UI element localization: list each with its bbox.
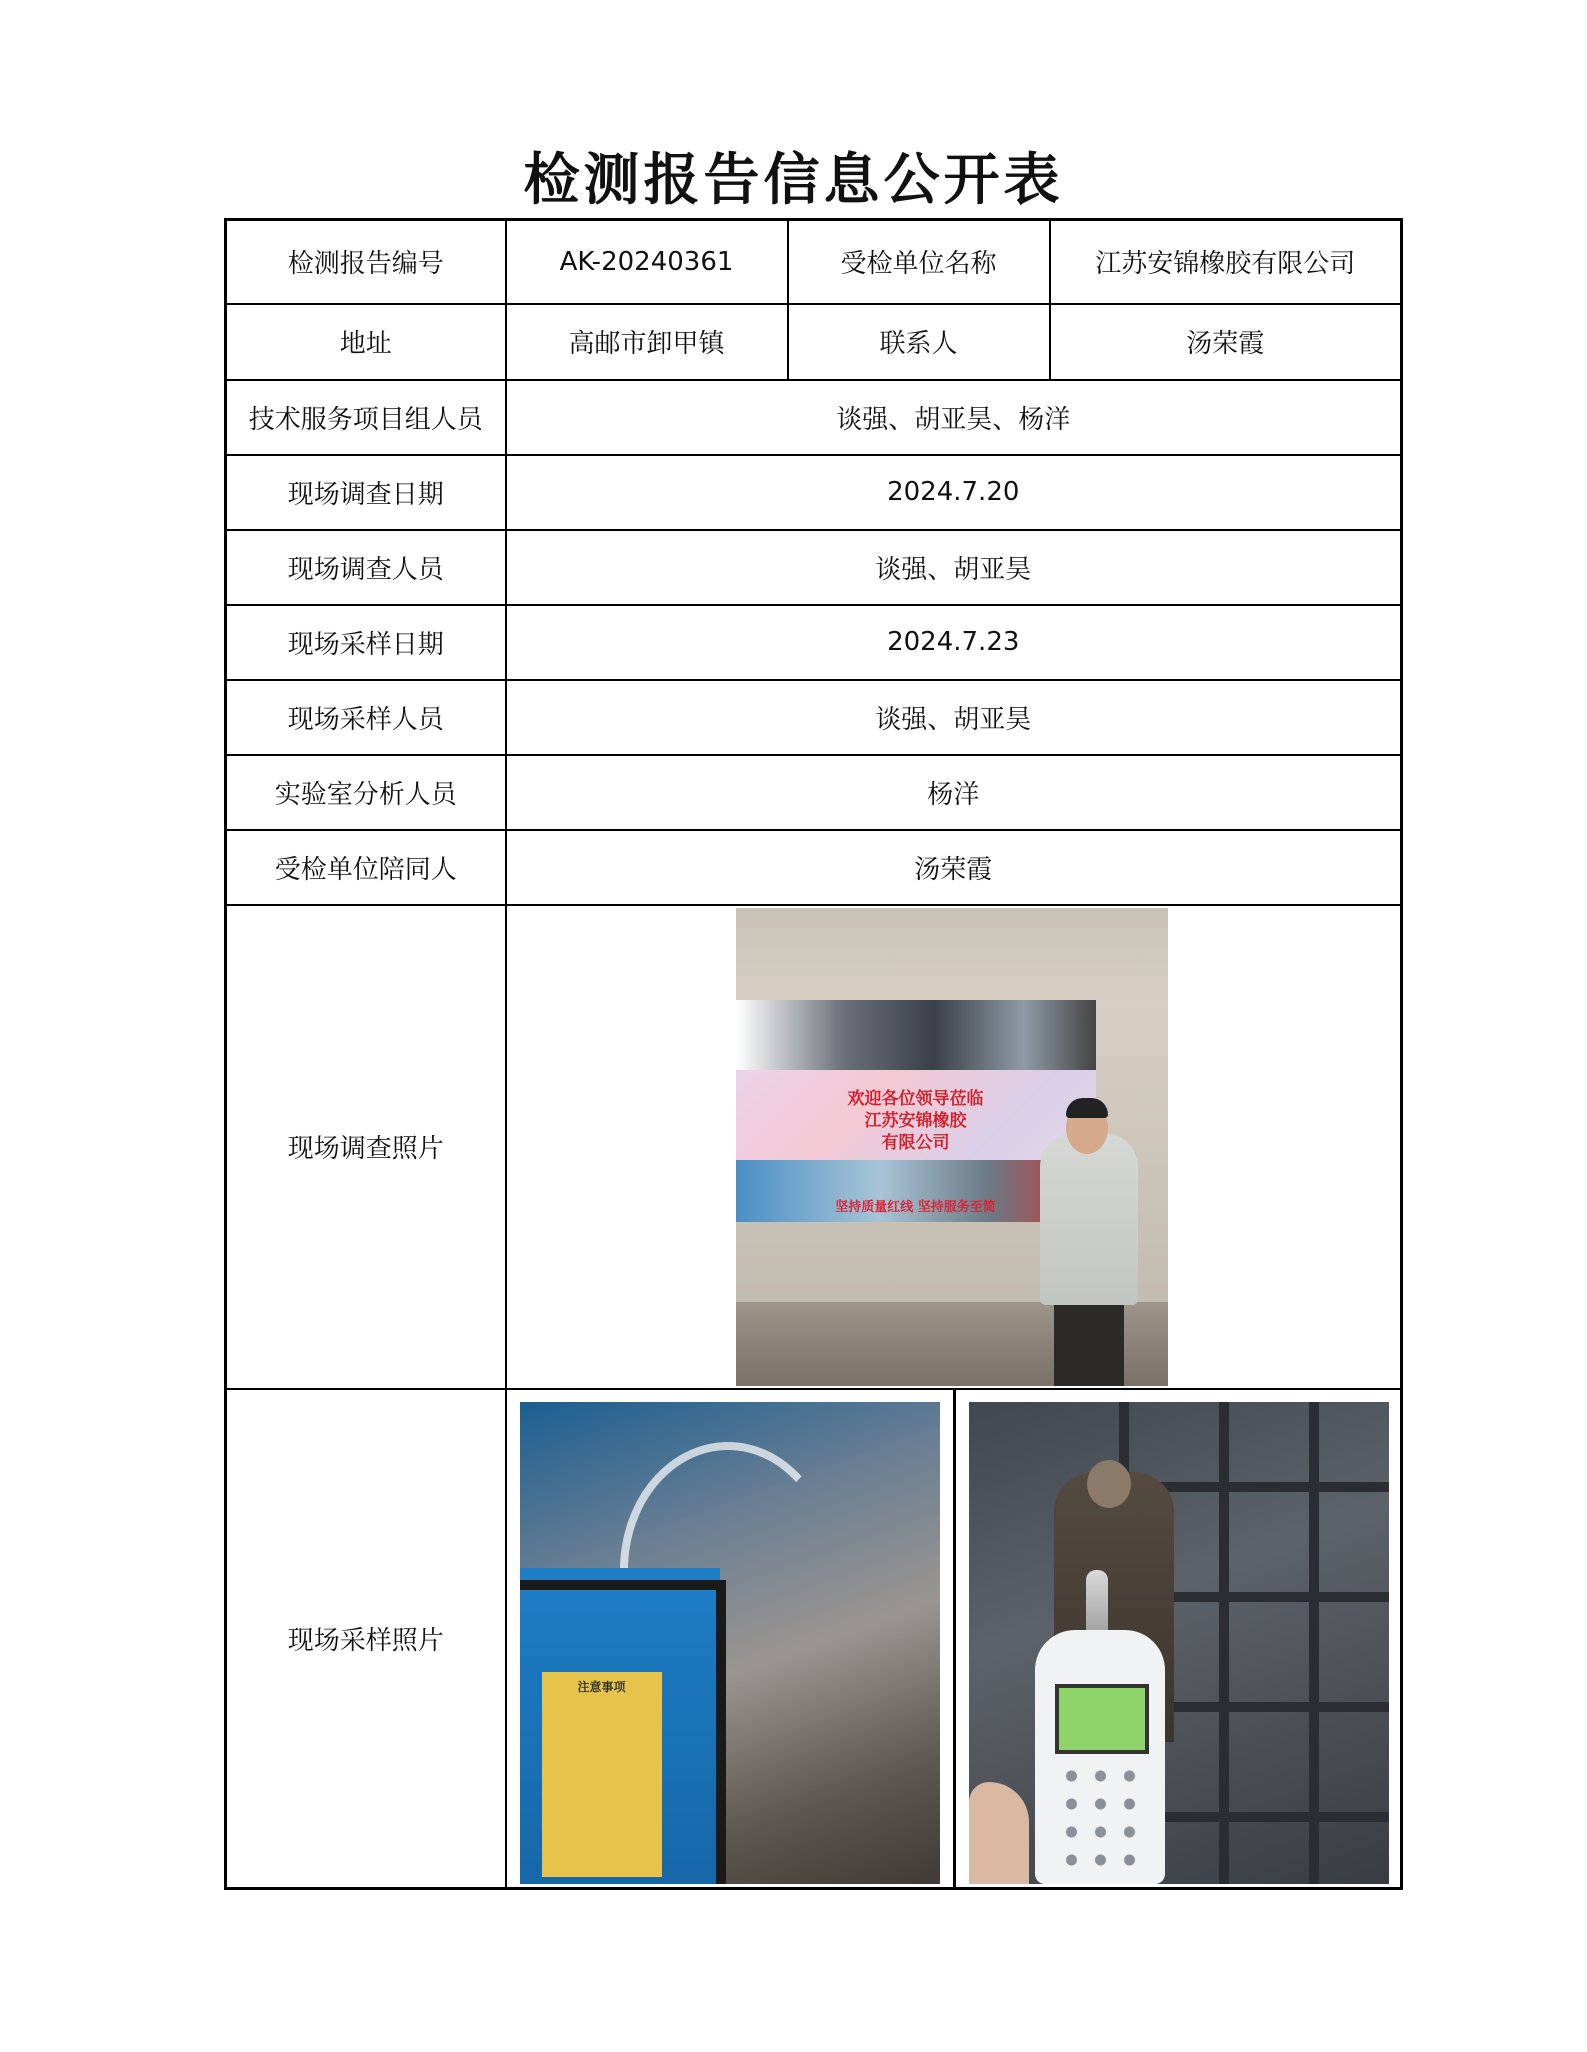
sampler-label-title: 注意事项 [577,1679,626,1694]
sampling-photo-noise [969,1402,1389,1884]
survey-photo-label: 现场调查照片 [226,905,506,1389]
hand [969,1782,1029,1884]
report-no-value: AK-20240361 [506,220,788,304]
unit-name-label: 受检单位名称 [788,220,1050,304]
screen-line-1: 欢迎各位领导莅临 [847,1088,984,1109]
unit-name-value: 江苏安锦橡胶有限公司 [1050,220,1402,304]
sampling-photo-pump [520,1402,940,1884]
sampling-photo-cell [506,1389,1402,1889]
sound-meter-keypad [1057,1762,1145,1872]
survey-staff-value: 谈强、胡亚昊 [506,530,1402,605]
address-label: 地址 [226,304,506,380]
contact-label: 联系人 [788,304,1050,380]
screen-line-3: 有限公司 [881,1132,950,1153]
sampling-staff-label: 现场采样人员 [226,680,506,755]
sampling-date-value: 2024.7.23 [506,605,1402,680]
screen-top-images [736,1000,1096,1070]
sampling-photo-label: 现场采样照片 [226,1389,506,1889]
page-title: 检测报告信息公开表 [523,147,1064,213]
report-table [224,218,1403,1890]
survey-staff-label: 现场调查人员 [226,530,506,605]
person-legs [1054,1293,1124,1386]
address-value: 高邮市卸甲镇 [506,304,788,380]
contact-value: 汤荣霞 [1050,304,1402,380]
survey-date-label: 现场调查日期 [226,455,506,530]
survey-photo-cell [506,905,1402,1389]
sound-meter-display [1055,1684,1149,1754]
sampling-staff-value: 谈强、胡亚昊 [506,680,1402,755]
lab-staff-label: 实验室分析人员 [226,755,506,830]
sampling-date-label: 现场采样日期 [226,605,506,680]
person-hair [1066,1098,1108,1118]
escort-label: 受检单位陪同人 [226,830,506,905]
sampler-label [542,1672,662,1877]
survey-date-value: 2024.7.20 [506,455,1402,530]
report-no-label: 检测报告编号 [226,220,506,304]
screen-banner: 坚持质量红线 坚持服务至简 [835,1199,996,1215]
team-label: 技术服务项目组人员 [226,380,506,455]
survey-photo [736,908,1168,1386]
screen-line-2: 江苏安锦橡胶 [864,1110,967,1131]
person-body [1040,1133,1138,1305]
team-value: 谈强、胡亚昊、杨洋 [506,380,1402,455]
escort-value: 汤荣霞 [506,830,1402,905]
lab-staff-value: 杨洋 [506,755,1402,830]
photo-divider [953,1390,956,1890]
worker-head [1087,1460,1131,1508]
